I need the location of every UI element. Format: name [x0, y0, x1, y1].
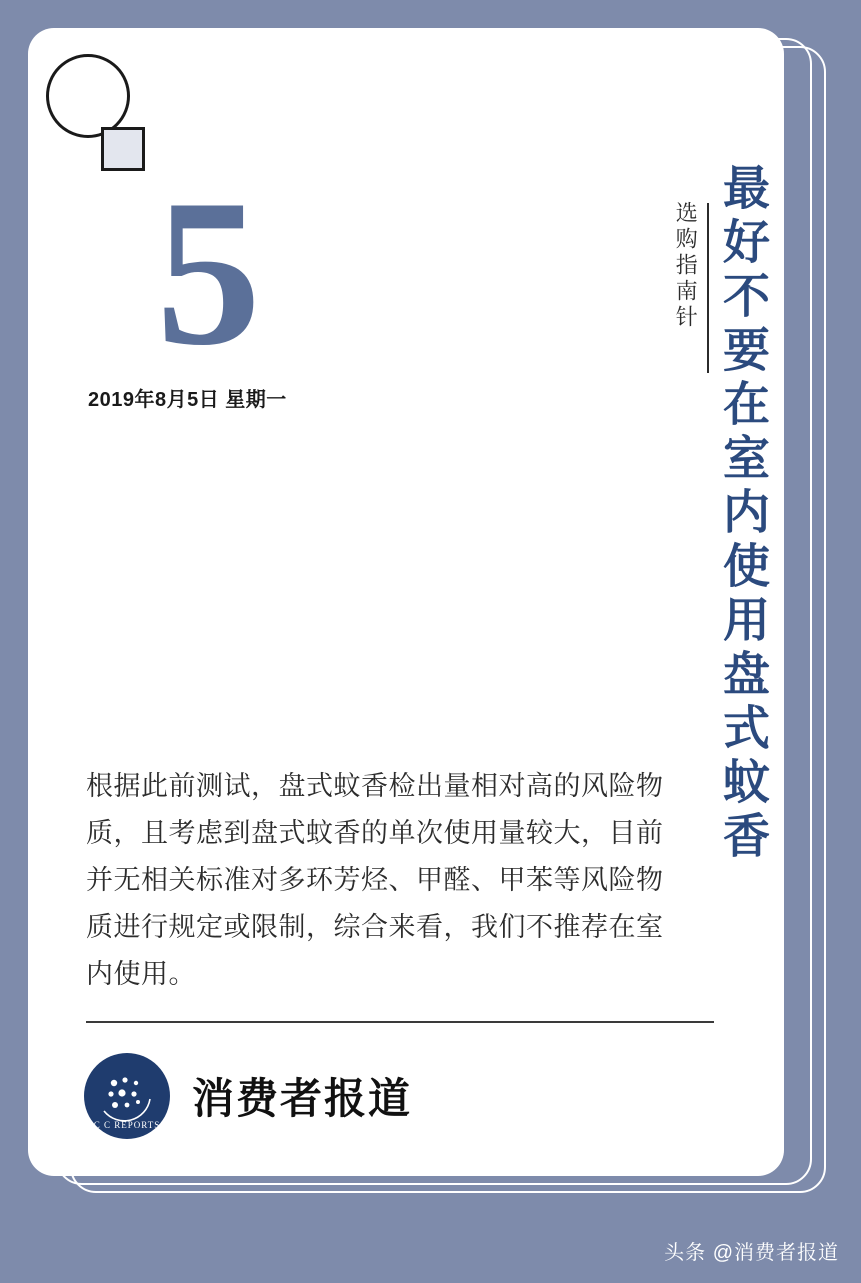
- watermark-text: 头条 @消费者报道: [664, 1242, 839, 1264]
- vertical-subtitle: 选购指南针: [673, 201, 699, 331]
- vertical-title-block: [673, 163, 768, 865]
- brand-name: 消费者报道: [192, 1077, 413, 1123]
- footer-brand: [84, 1053, 412, 1139]
- brand-logo-icon: [84, 1053, 170, 1139]
- vertical-title: 最好不要在室内使用盘式蚊香: [717, 163, 770, 865]
- vertical-divider: [707, 203, 709, 373]
- poster-card: [28, 28, 784, 1176]
- logo-caption: C C REPORTS: [93, 1120, 161, 1130]
- vertical-subtitle-group: [673, 163, 709, 373]
- watermark: [664, 1236, 839, 1265]
- body-paragraph: 根据此前测试，盘式蚊香检出量相对高的风险物质，且考虑到盘式蚊香的单次使用量较大，目前并无相关标准对多环芳烃、甲醛、甲苯等风险物质进行规定或限制，综合来看，我们不推荐在室内使用。: [86, 771, 664, 989]
- footer-divider: [86, 1021, 714, 1023]
- day-number: 5: [156, 157, 257, 389]
- circle-decoration-icon: [46, 54, 130, 138]
- date-label: 2019年8月5日 星期一: [88, 389, 287, 411]
- square-decoration-icon: [101, 127, 145, 171]
